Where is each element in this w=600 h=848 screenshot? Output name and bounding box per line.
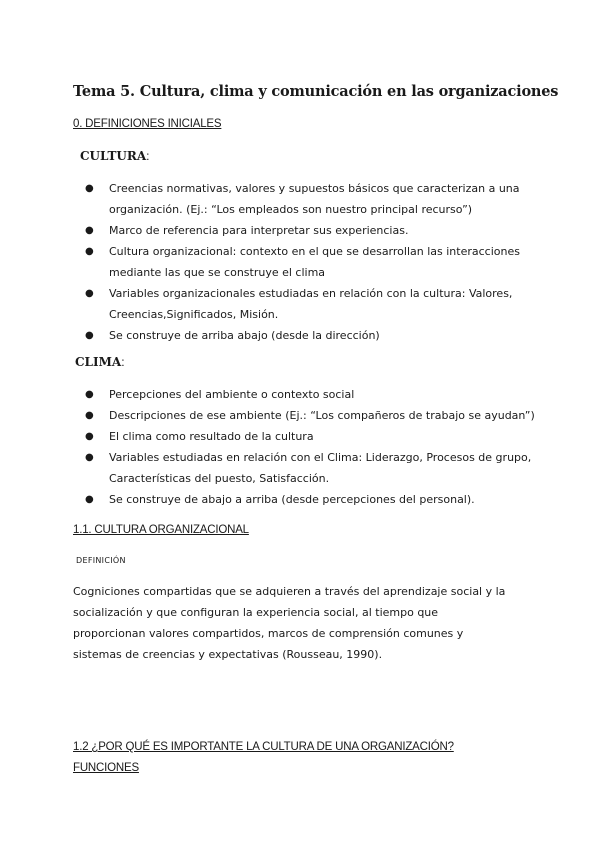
- document-title: Tema 5. Cultura, clima y comunicación en las organizaciones: [73, 83, 559, 100]
- list-item-text: Cultura organizacional: contexto en el que se desarrollan las interacciones mediante las que se construye el clima: [109, 245, 520, 279]
- list-item-text: Percepciones del ambiente o contexto social: [109, 388, 355, 401]
- clima-colon: :: [121, 355, 125, 369]
- list-item-text: Marco de referencia para interpretar sus experiencias.: [109, 224, 409, 237]
- bullet-icon: ●: [85, 183, 94, 194]
- list-item-text: Descripciones de ese ambiente (Ej.: “Los compañeros de trabajo se ayudan”): [109, 409, 535, 422]
- clima-bullet-list: [85, 384, 545, 510]
- list-item-text: Variables estudiadas en relación con el Clima: Liderazgo, Procesos de grupo, Características del puesto, Satisfacción.: [109, 451, 532, 485]
- list-item: [85, 220, 545, 241]
- bullet-icon: ●: [85, 452, 94, 463]
- list-item: [85, 426, 545, 447]
- definicion-paragraph: Cogniciones compartidas que se adquieren a través del aprendizaje social y la socialización y que configuran la experiencia social, al tiempo que proporcionan valores compartidos, marcos de comprensión comunes y sistemas de creencias y expectativas (Rousseau, 1990).: [73, 585, 506, 661]
- bullet-icon: ●: [85, 246, 94, 257]
- cultura-label-text: CULTURA: [80, 149, 147, 163]
- section-heading-importancia: 1.2 ¿POR QUÉ ES IMPORTANTE LA CULTURA DE UNA ORGANIZACIÓN?: [73, 741, 454, 753]
- list-item-text: El clima como resultado de la cultura: [109, 430, 314, 443]
- bullet-icon: ●: [85, 431, 94, 442]
- list-item: [85, 178, 545, 220]
- list-item-text: Se construye de abajo a arriba (desde percepciones del personal).: [109, 493, 475, 506]
- list-item: [85, 241, 545, 283]
- clima-label-text: CLIMA: [75, 355, 122, 369]
- list-item-text: Se construye de arriba abajo (desde la dirección): [109, 329, 380, 342]
- section-heading-cultura-organizacional: 1.1. CULTURA ORGANIZACIONAL: [73, 524, 249, 536]
- bullet-icon: ●: [85, 330, 94, 341]
- bullet-icon: ●: [85, 494, 94, 505]
- section-heading-funciones: FUNCIONES: [73, 762, 139, 774]
- clima-label: [75, 355, 125, 369]
- definicion-label: DEFINICIÓN: [76, 556, 126, 565]
- list-item-text: Variables organizacionales estudiadas en relación con la cultura: Valores, Creencias,Significados, Misión.: [109, 287, 513, 321]
- list-item: [85, 384, 545, 405]
- cultura-bullet-list: [85, 178, 545, 346]
- list-item: [85, 283, 545, 325]
- cultura-colon: :: [146, 149, 150, 163]
- list-item-text: Creencias normativas, valores y supuestos básicos que caracterizan a una organización. (Ej.: “Los empleados son nuestro principal recurso”): [109, 182, 520, 216]
- list-item: [85, 447, 545, 489]
- bullet-icon: ●: [85, 288, 94, 299]
- list-item: [85, 325, 545, 346]
- section-heading-definiciones: 0. DEFINICIONES INICIALES: [73, 118, 222, 130]
- cultura-label: [80, 149, 150, 163]
- bullet-icon: ●: [85, 410, 94, 421]
- bullet-icon: ●: [85, 389, 94, 400]
- list-item: [85, 489, 545, 510]
- bullet-icon: ●: [85, 225, 94, 236]
- list-item: [85, 405, 545, 426]
